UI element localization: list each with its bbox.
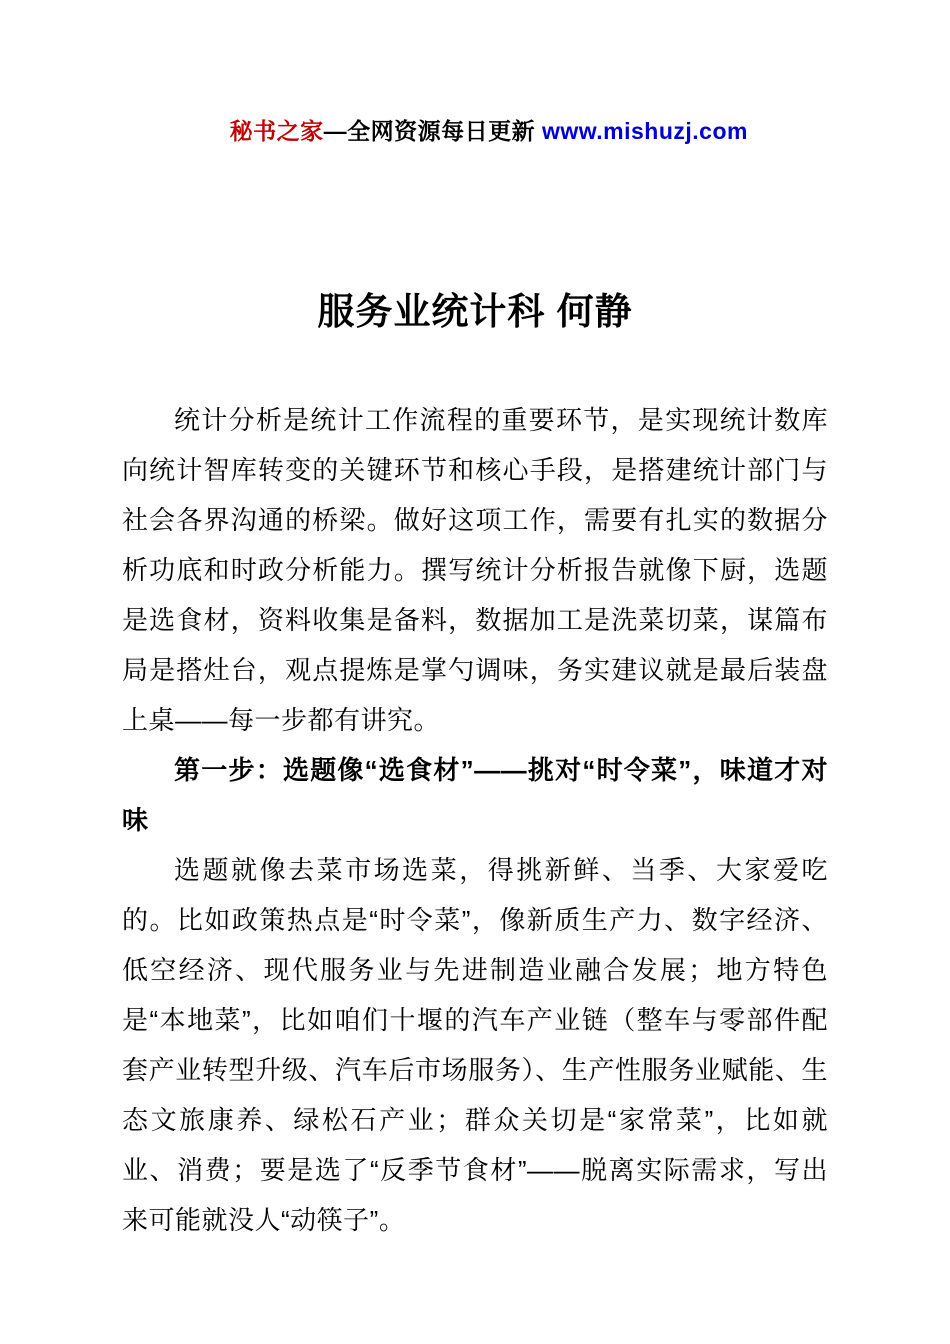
paragraph-step-one-detail: 选题就像去菜市场选菜，得挑新鲜、当季、大家爱吃的。比如政策热点是“时令菜”，像新质生产力、数字经济、低空经济、现代服务业与先进制造业融合发展；地方特色是“本地菜”，比如咱们十堰的汽车产业链（整车与零部件配套产业转型升级、汽车后市场服务）、生产性服务业赋能、生态文旅康养、绿松石产业；群众关切是“家常菜”，比如就业、消费；要是选了“反季节食材”——脱离实际需求，写出来可能就没人“动筷子”。 [122, 855, 828, 1235]
site-tagline: —全网资源每日更新 [323, 118, 542, 144]
site-header [0, 0, 950, 173]
page-title: 服务业统计科 何静 [317, 291, 633, 332]
site-brand: 秘书之家 [229, 118, 324, 144]
paragraph-intro: 统计分析是统计工作流程的重要环节，是实现统计数库向统计智库转变的关键环节和核心手段，是搭建统计部门与社会各界沟通的桥梁。做好这项工作，需要有扎实的数据分析功底和时政分析能力。撰写统计分析报告就像下厨，选题是选食材，资料收集是备料，数据加工是洗菜切菜，谋篇布局是搭灶台，观点提炼是掌勺调味，务实建议就是最后装盘上桌——每一步都有讲究。 [122, 405, 828, 735]
site-url-link[interactable]: www.mishuzj.com [541, 118, 748, 144]
document-body [122, 395, 828, 1245]
section-heading-step-one: 第一步：选题像“选食材”——挑对“时令菜”，味道才对味 [122, 755, 828, 835]
